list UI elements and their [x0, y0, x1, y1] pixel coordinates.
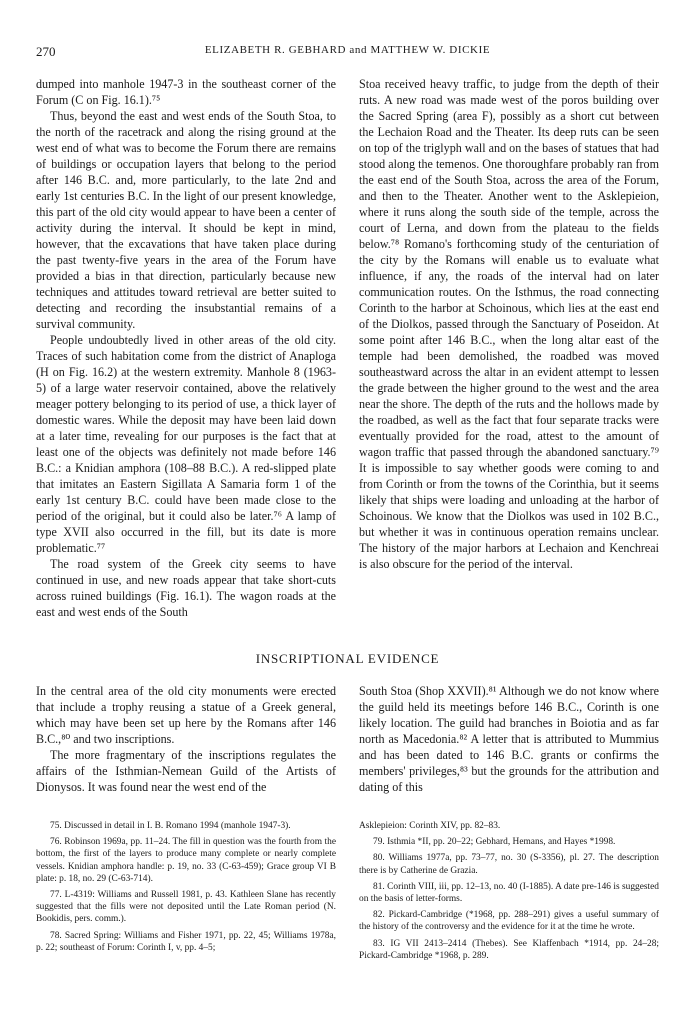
paragraph: Thus, beyond the east and west ends of the South Stoa, to the north of the racetrack and along the rising ground at the west end of what was to become the Forum there are remains of buildings or occupation layers that belong to the period after 146 B.C. and, more particularly, to the late 2nd and early 1st centuries B.C. In the light of our present knowledge, this part of the old city would appear to have been a center of activity during the interval. It should be kept in mind, however, that the excavations that have taken place during the past twenty-five years in the area of the Forum have provided a bias in that direction, particularly because new techniques and attitudes toward retrieval are better suited to detecting and recording the insubstantial remains of a survival community. [36, 109, 336, 331]
paragraph: dumped into manhole 1947-3 in the southeast corner of the Forum (C on Fig. 16.1).⁷⁵ [36, 77, 336, 107]
paragraph: South Stoa (Shop XXVII).⁸¹ Although we do not know where the guild held its meetings before 146 B.C., Corinth is one likely location. The guild had branches in Boiotia and as far north as Macedonia.⁸² A letter that is attributed to Mummius and has been dated to 146 B.C. grants or confirms the members' privileges,⁸³ but the grounds for the attribution and dating of this [359, 684, 659, 794]
paragraph: The more fragmentary of the inscriptions regulates the affairs of the Isthmian-Nemean Guild of the Artists of Dionysos. It was found near the west end of the [36, 748, 336, 794]
footnote: 77. L-4319: Williams and Russell 1981, p. 43. Kathleen Slane has recently suggested that the fills were not deposited until the Late Roman period (N. Bookidis, pers. comm.). [36, 890, 336, 925]
footnote: 80. Williams 1977a, pp. 73–77, no. 30 (S-3356), pl. 27. The description there is by Catherine de Grazia. [359, 853, 659, 876]
page-number: 270 [36, 44, 56, 59]
footnote: 83. IG VII 2413–2414 (Thebes). See Klaffenbach *1914, pp. 24–28; Pickard-Cambridge *1968, p. 289. [359, 938, 659, 961]
footnote: 76. Robinson 1969a, pp. 11–24. The fill in question was the fourth from the bottom, the first of the layers to produce many complete or nearly complete vessels. Knidian amphora handle: p. 19, no. 33 (C-63-459); Grace group VI B plate: p. 18, no. 29 (C-63-714). [36, 837, 336, 884]
section-heading: INSCRIPTIONAL EVIDENCE [255, 651, 440, 666]
footnote: 79. Isthmia *II, pp. 20–22; Gebhard, Hemans, and Hayes *1998. [373, 837, 616, 848]
paragraph: People undoubtedly lived in other areas of the old city. Traces of such habitation come from the district of Anaploga (H on Fig. 16.2) at the western extremity. Manhole 8 (1963-5) of a large water reservoir contained, above the relatively meager pottery belonging to its period of use, a thick layer of domestic wares. While the deposit may have been laid down at a later time, revealing for our purposes is the fact that at least one of the objects was definitely not made before 146 B.C.: a Knidian amphora (108–88 B.C.). A red-slipped plate that imitates an Eastern Sigillata A Samaria form 1 of the early 1st century B.C. could have been made close to the period of the original, but it could also be later.⁷⁶ A lamp of type XVII also occurred in the fill, but its date is more problematic.⁷⁷ [36, 333, 336, 555]
footnote: 82. Pickard-Cambridge (*1968, pp. 288–291) gives a useful summary of the history of the controversy and the evidence for it at the time he wrote. [359, 910, 659, 933]
page-header [36, 44, 659, 62]
running-head: ELIZABETH R. GEBHARD and MATTHEW W. DICKIE [204, 44, 491, 56]
right-column-top [359, 76, 659, 572]
paragraph: Stoa received heavy traffic, to judge from the depth of their ruts. A new road was made west of the poros building over the Sacred Spring (area F), possibly as a short cut between the Lechaion Road and the Theater. Its deep ruts can be seen on top of the triglyph wall and on the bases of statues that had stood along the temenos. One thoroughfare probably ran from the east end of the South Stoa, across the area of the Forum, and then to the Theater. Another went to the Asklepieion, where it runs along the south side of the temple, across the court of Lerna, and down from the plateau to the fields below.⁷⁸ Romano's forthcoming study of the centuriation of the city by the Romans will enable us to evaluate what influence, if any, the roads of the interval had on later communication routes. On the Isthmus, the road connecting Corinth to the harbor at Schoinous, which lies at the east end of the Diolkos, passed through the Sanctuary of Poseidon. At some point after 146 B.C., when the long altar east of the temple had been demolished, the roadbed was moved southeastward across the altar in an evident attempt to lessen the grade between the higher ground to the west and the area near the shore. The depth of the ruts and the hollows made by the roadbed, as well as the fact that four separate tracks were eventually provided for the road, attest to the amount of wagon traffic that passed through the abandoned sanctuary.⁷⁹ It is impossible to say whether goods were coming to and from Corinth or from the towns of the Corinthia, but it seems likely that ships were loading and unloading at the harbor of Schoinous. We know that the Diolkos was used in 102 B.C., but whether it was in continuous operation remains unclear. The history of the major harbors at Lechaion and Kenchreai is also obscure for the period of the interval. [359, 77, 659, 571]
footnote: Asklepieion: Corinth XIV, pp. 82–83. [359, 821, 501, 831]
footnotes-right [359, 820, 659, 966]
paragraph: The road system of the Greek city seems to have continued in use, and new roads appear that take short-cuts across ruined buildings (Fig. 16.1). The wagon roads at the east and west ends of the South [36, 557, 336, 619]
paragraph: In the central area of the old city monuments were erected that include a trophy reusing a statue of a Greek general, which may have been set up here by the Romans after 146 B.C.,⁸⁰ and two inscriptions. [36, 684, 336, 746]
left-column-top [36, 76, 336, 620]
right-column-bottom [359, 683, 659, 795]
footnotes-left [36, 820, 336, 958]
footnote: 78. Sacred Spring: Williams and Fisher 1971, pp. 22, 45; Williams 1978a, p. 22; southeast of Forum: Corinth I, v, pp. 4–5; [36, 930, 336, 953]
left-column-bottom [36, 683, 336, 795]
footnote: 81. Corinth VIII, iii, pp. 12–13, no. 40 (I-1885). A date pre-146 is suggested on the basis of letter-forms. [359, 881, 659, 905]
footnote: 75. Discussed in detail in I. B. Romano 1994 (manhole 1947-3). [50, 821, 291, 831]
